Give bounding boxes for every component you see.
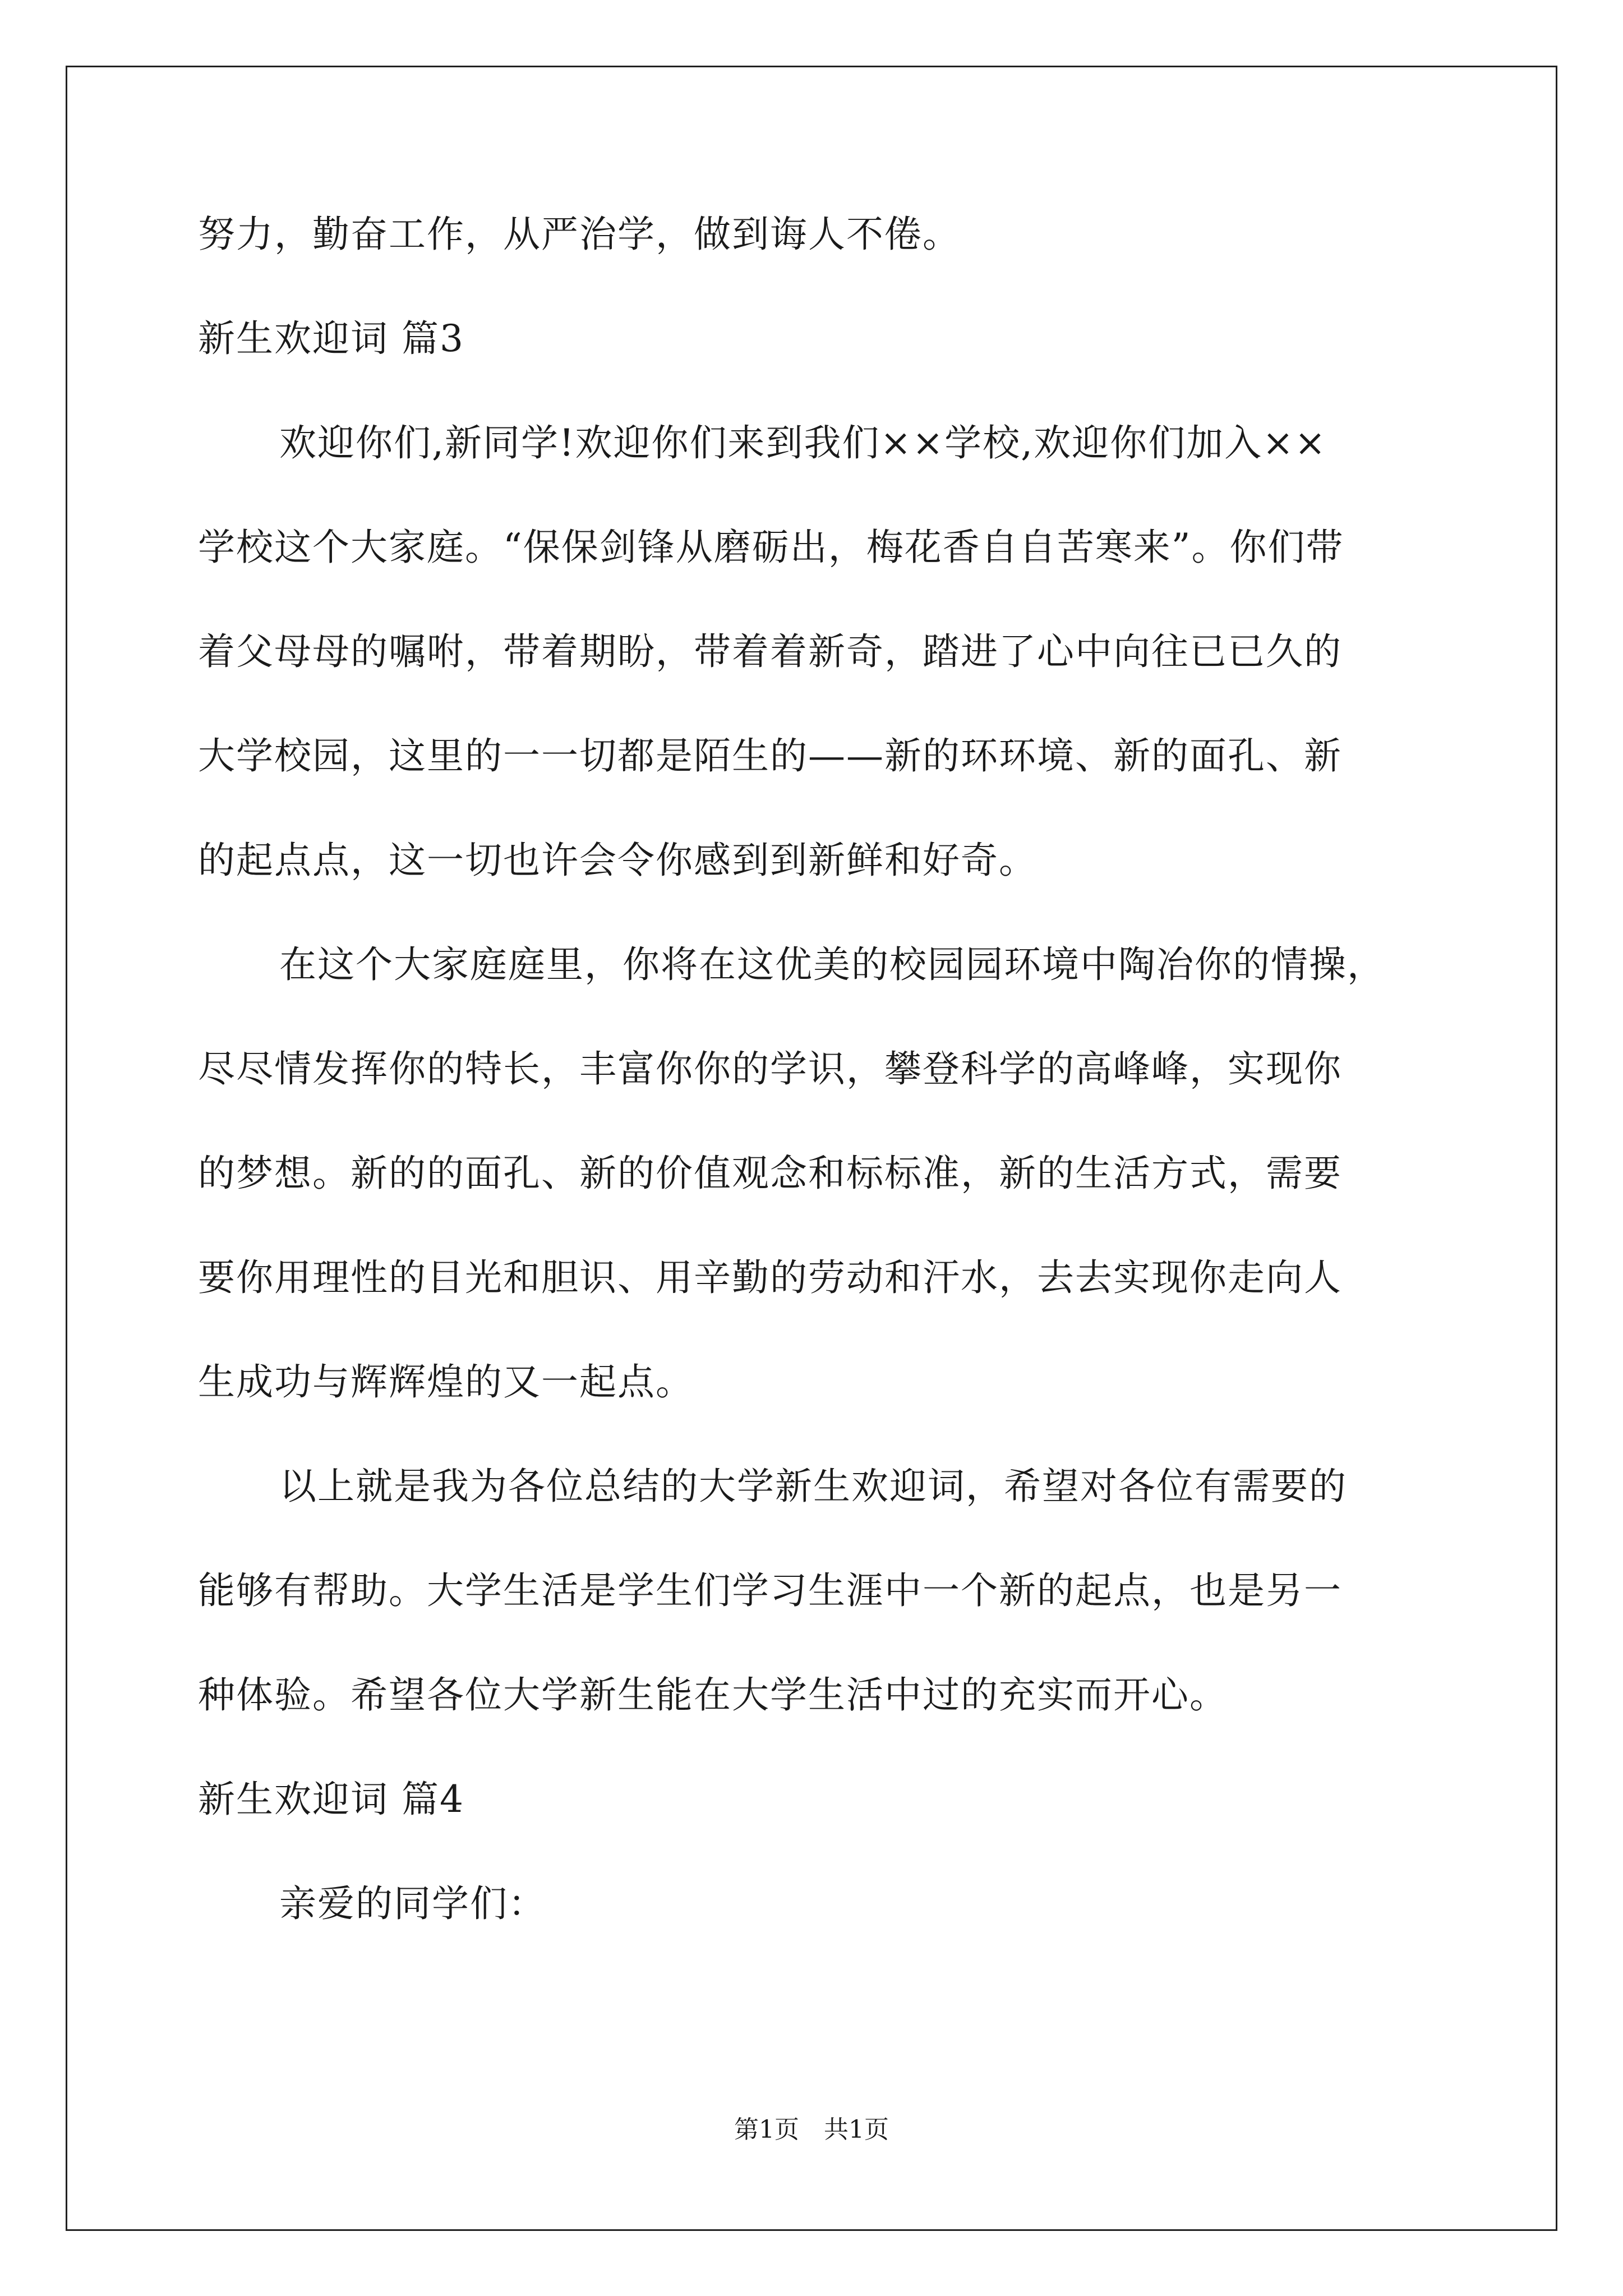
- document-body: [198, 208, 1432, 1981]
- section-heading: [198, 312, 1432, 366]
- paragraph-row: 以上就是我为各位总结的大学新生欢迎词，希望对各位有需要的: [279, 1465, 1347, 1508]
- page-number-label: 第1页 共1页: [734, 2115, 889, 2144]
- text-line: [198, 208, 1432, 261]
- page-footer: [0, 2109, 1623, 2145]
- section-heading-text: 新生欢迎词 篇3: [198, 317, 464, 360]
- paragraph-row: 学校这个大家庭。“保保剑锋从磨砺出，梅花香自自苦寒来”。你们带: [198, 526, 1344, 569]
- paragraph: [198, 416, 1432, 887]
- paragraph-row: 欢迎你们,新同学!欢迎你们来到我们××学校,欢迎你们加入××: [279, 421, 1327, 464]
- paragraph-row: 着父母母的嘱咐，带着期盼，带着着新奇，踏进了心中向往已已久的: [198, 630, 1342, 673]
- paragraph-row: 生成功与辉辉煌的又一起点。: [198, 1360, 694, 1404]
- paragraph-row: 尽尽情发挥你的特长，丰富你你的学识，攀登科学的高峰峰，实现你: [198, 1047, 1342, 1091]
- paragraph-row: 大学校园，这里的一一切都是陌生的——新的环环境、新的面孔、新: [198, 734, 1342, 777]
- paragraph-row: 能够有帮助。大学生活是学生们学习生涯中一个新的起点，也是另一: [198, 1569, 1342, 1612]
- paragraph-row: 亲爱的同学们：: [279, 1882, 546, 1925]
- paragraph-row: 的梦想。新的的面孔、新的价值观念和标标准，新的生活方式，需要: [198, 1152, 1342, 1195]
- paragraph: [198, 1460, 1432, 1722]
- text-row: 努力，勤奋工作，从严治学，做到诲人不倦。: [198, 213, 961, 256]
- section-heading-text: 新生欢迎词 篇4: [198, 1778, 464, 1821]
- paragraph-row: 在这个大家庭庭里，你将在这优美的校园园环境中陶冶你的情操，: [279, 943, 1385, 986]
- paragraph-row: 要你用理性的目光和胆识、用辛勤的劳动和汗水，去去实现你走向人: [198, 1256, 1342, 1299]
- section-heading: [198, 1773, 1432, 1826]
- paragraph: [198, 938, 1432, 1409]
- paragraph-row: 的起点点，这一切也许会令你感到到新鲜和好奇。: [198, 839, 1037, 882]
- paragraph: [198, 1877, 1432, 1931]
- paragraph-row: 种体验。希望各位大学新生能在大学生活中过的充实而开心。: [198, 1673, 1228, 1717]
